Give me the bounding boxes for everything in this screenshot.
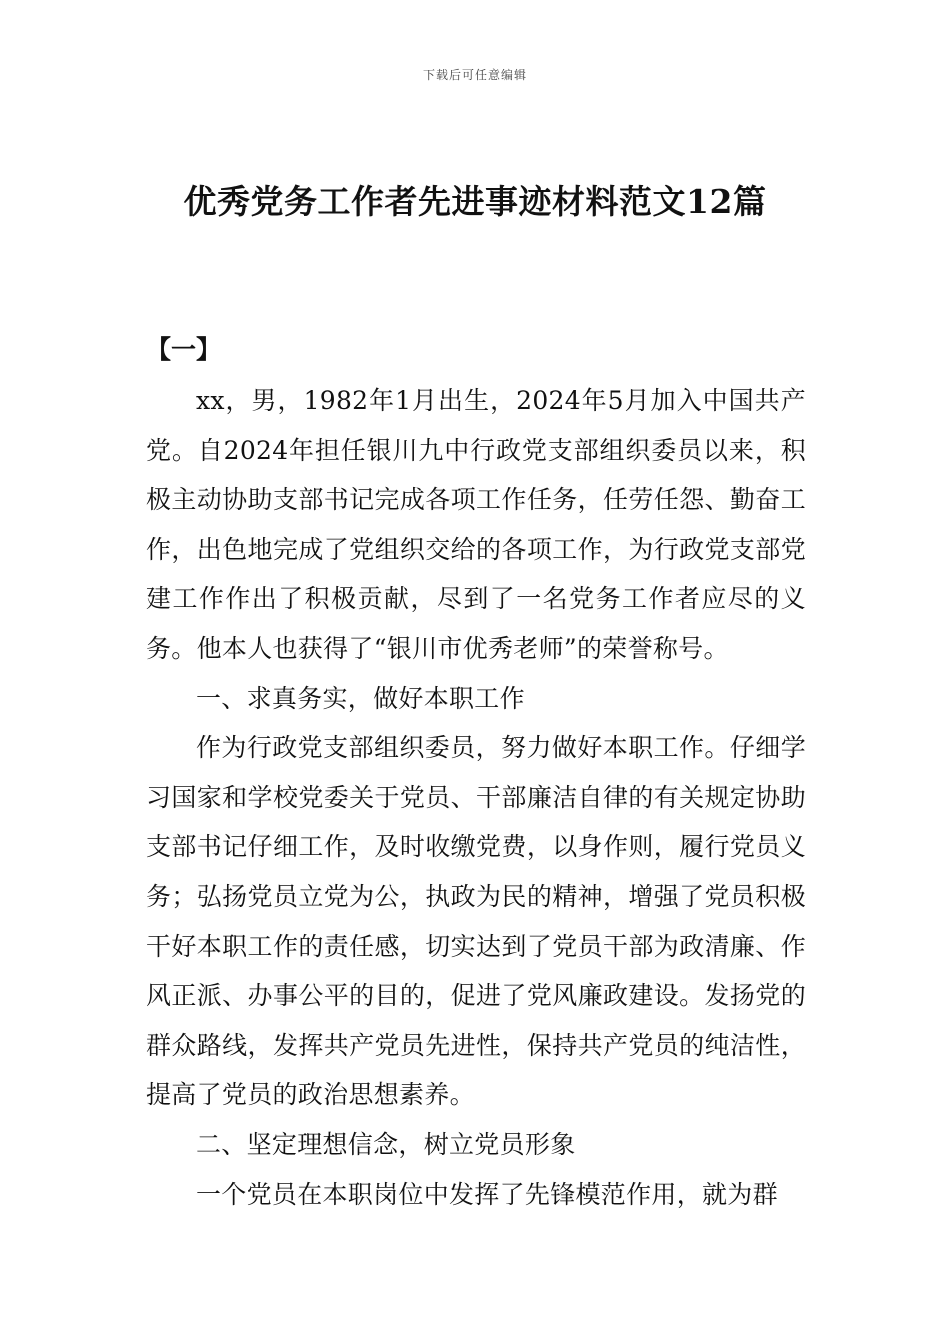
document-title: 优秀党务工作者先进事迹材料范文12篇	[183, 182, 767, 221]
body-text	[146, 376, 806, 1219]
heading-one: 一、求真务实，做好本职工作	[196, 683, 525, 713]
paragraph-duties: 作为行政党支部组织委员，努力做好本职工作。仔细学习国家和学校党委关于党员、干部廉洁自律的有关规定协助支部书记仔细工作，及时收缴党费，以身作则，履行党员义务；弘扬党员立党为公，执政为民的精神，增强了党员积极干好本职工作的责任感，切实达到了党员干部为政清廉、作风正派、办事公平的目的，促进了党风廉政建设。发扬党的群众路线，发挥共产党员先进性，保持共产党员的纯洁性，提高了党员的政治思想素养。	[146, 733, 806, 1110]
header-note: 下载后可任意编辑	[422, 68, 527, 82]
section-label: 【一】	[146, 335, 222, 364]
paragraph-continued: 一个党员在本职岗位中发挥了先锋模范作用，就为群	[196, 1179, 778, 1209]
paragraph-intro: xx，男，1982年1月出生，2024年5月加入中国共产党。自2024年担任银川九中行政党支部组织委员以来，积极主动协助支部书记完成各项工作任务，任劳任怨、勤奋工作，出色地完成了党组织交给的各项工作，为行政党支部党建工作作出了积极贡献，尽到了一名党务工作者应尽的义务。他本人也获得了“银川市优秀老师”的荣誉称号。	[146, 386, 806, 663]
heading-two: 二、坚定理想信念，树立党员形象	[196, 1129, 576, 1159]
